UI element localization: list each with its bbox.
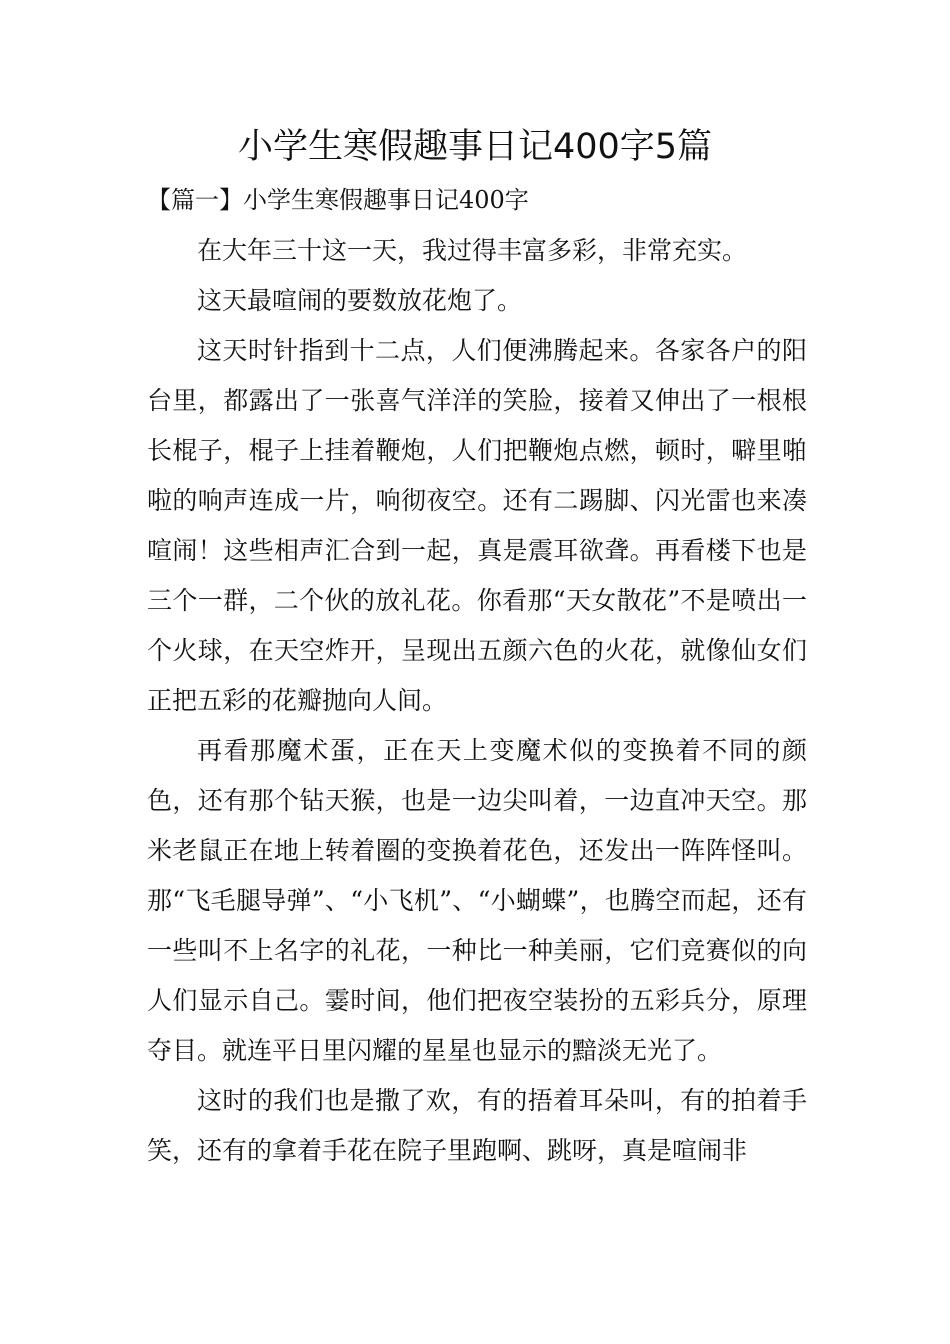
document-body bbox=[147, 226, 807, 1176]
document-title: 小学生寒假趣事日记400字5篇 bbox=[237, 127, 713, 167]
paragraph: 这时的我们也是撒了欢，有的捂着耳朵叫，有的拍着手笑，还有的拿着手花在院子里跑啊、跳呀，真是喧闹非 bbox=[147, 1086, 807, 1165]
paragraph: 这天最喧闹的要数放花炮了。 bbox=[197, 286, 523, 315]
paragraph: 再看那魔术蛋，正在天上变魔术似的变换着不同的颜色，还有那个钻天猴，也是一边尖叫着，一边直冲天空。那米老鼠正在地上转着圈的变换着花色，还发出一阵阵怪叫。那“飞毛腿导弹”、“小飞机”、“小蝴蝶”，也腾空而起，还有一些叫不上名字的礼花，一种比一种美丽，它们竞赛似的向人们显示自己。霎时间，他们把夜空装扮的五彩兵分，原理夺目。就连平日里闪耀的星星也显示的黯淡无光了。 bbox=[147, 736, 807, 1065]
paragraph: 这天时针指到十二点，人们便沸腾起来。各家各户的阳台里，都露出了一张喜气洋洋的笑脸，接着又伸出了一根根长棍子，棍子上挂着鞭炮，人们把鞭炮点燃，顿时，噼里啪啦的响声连成一片，响彻夜空。还有二踢脚、闪光雷也来凑喧闹！这些相声汇合到一起，真是震耳欲聋。再看楼下也是三个一群，二个伙的放礼花。你看那“天女散花”不是喷出一个火球，在天空炸开，呈现出五颜六色的火花，就像仙女们正把五彩的花瓣抛向人间。 bbox=[147, 336, 807, 715]
paragraph: 在大年三十这一天，我过得丰富多彩，非常充实。 bbox=[197, 236, 748, 265]
section-heading: 【篇一】小学生寒假趣事日记400字 bbox=[147, 186, 529, 214]
